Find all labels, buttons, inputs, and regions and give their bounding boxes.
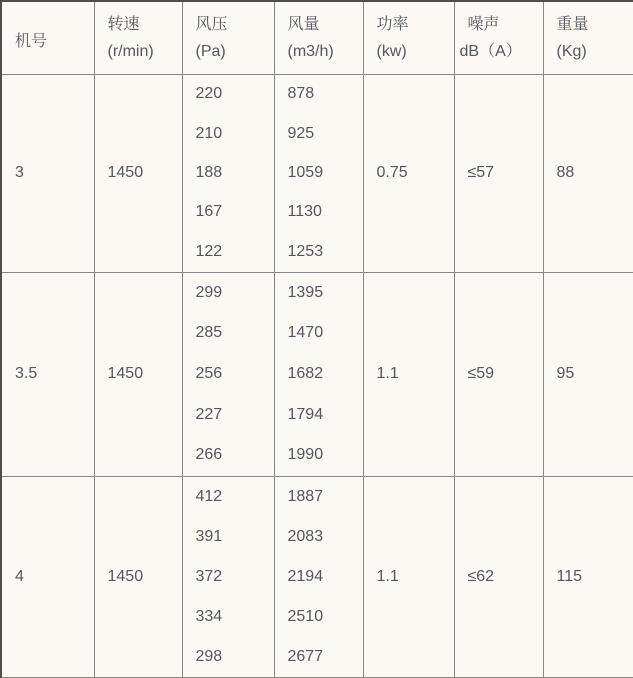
col-header-pressure-unit: (Pa) (195, 42, 226, 60)
col-header-speed-label: 转速 (107, 15, 140, 33)
col-header-weight-unit: (Kg) (556, 42, 587, 60)
volume-value: 2677 (287, 647, 324, 665)
volume-value: 2510 (287, 607, 324, 625)
col-header-volume-label: 风量 (287, 15, 320, 33)
cell-noise: ≤62 (454, 476, 543, 677)
volume-value: 1059 (287, 163, 324, 181)
volume-value: 1887 (287, 487, 324, 505)
col-header-volume (274, 1, 363, 74)
col-header-volume-unit: (m3/h) (287, 42, 334, 60)
pressure-value: 299 (195, 283, 223, 301)
col-header-noise (454, 1, 543, 74)
pressure-value: 372 (195, 567, 223, 585)
cell-speed: 1450 (94, 476, 182, 677)
cell-pressure-list (182, 74, 274, 272)
cell-weight: 95 (543, 272, 633, 476)
col-header-weight-label: 重量 (556, 15, 589, 33)
volume-value: 1253 (287, 242, 324, 260)
col-header-model-label: 机号 (15, 33, 48, 51)
cell-weight: 88 (543, 74, 633, 272)
pressure-value: 210 (195, 124, 223, 142)
volume-value: 1470 (287, 324, 324, 342)
pressure-stack (183, 75, 274, 272)
pressure-value: 220 (195, 85, 223, 103)
cell-power: 1.1 (363, 476, 454, 677)
col-header-power-unit: (kw) (376, 42, 407, 60)
pressure-value: 188 (195, 163, 223, 181)
col-header-weight (543, 1, 633, 74)
cell-volume-list (274, 476, 363, 677)
cell-speed: 1450 (94, 272, 182, 476)
volume-value: 878 (287, 85, 315, 103)
volume-value: 1682 (287, 364, 324, 382)
table-row-model-3-5 (1, 272, 633, 476)
volume-stack (275, 75, 363, 272)
col-header-noise-unit: dB（A） (459, 42, 522, 60)
pressure-value: 122 (195, 242, 223, 260)
cell-volume-list (274, 74, 363, 272)
col-header-speed (94, 1, 182, 74)
volume-value: 1990 (287, 446, 324, 464)
volume-value: 1395 (287, 283, 324, 301)
col-header-noise-label: 噪声 (467, 15, 500, 33)
col-header-power-label: 功率 (376, 15, 409, 33)
cell-noise: ≤59 (454, 272, 543, 476)
pressure-value: 334 (195, 607, 223, 625)
pressure-value: 167 (195, 203, 223, 221)
cell-volume-list (274, 272, 363, 476)
cell-power: 1.1 (363, 272, 454, 476)
cell-pressure-list (182, 476, 274, 677)
cell-power: 0.75 (363, 74, 454, 272)
col-header-power (363, 1, 454, 74)
table-row-model-4 (1, 476, 633, 677)
volume-stack (275, 477, 363, 677)
pressure-value: 256 (195, 364, 223, 382)
pressure-value: 412 (195, 487, 223, 505)
volume-value: 2083 (287, 527, 324, 545)
cell-model: 3.5 (1, 272, 94, 476)
cell-speed: 1450 (94, 74, 182, 272)
volume-value: 925 (287, 124, 315, 142)
pressure-stack (183, 273, 274, 476)
pressure-value: 266 (195, 446, 223, 464)
header-row (1, 1, 633, 74)
volume-stack (275, 273, 363, 476)
cell-model: 4 (1, 476, 94, 677)
cell-model: 3 (1, 74, 94, 272)
volume-value: 1794 (287, 405, 324, 423)
cell-pressure-list (182, 272, 274, 476)
volume-value: 1130 (287, 203, 322, 221)
cell-noise: ≤57 (454, 74, 543, 272)
table-row-model-3 (1, 74, 633, 272)
pressure-value: 285 (195, 324, 223, 342)
col-header-model (1, 1, 94, 74)
col-header-speed-unit: (r/min) (107, 42, 154, 60)
col-header-pressure (182, 1, 274, 74)
pressure-value: 298 (195, 647, 223, 665)
col-header-pressure-label: 风压 (195, 15, 228, 33)
cell-weight: 115 (543, 476, 633, 677)
pressure-value: 391 (195, 527, 223, 545)
volume-value: 2194 (287, 567, 324, 585)
pressure-stack (183, 477, 274, 677)
pressure-value: 227 (195, 405, 223, 423)
